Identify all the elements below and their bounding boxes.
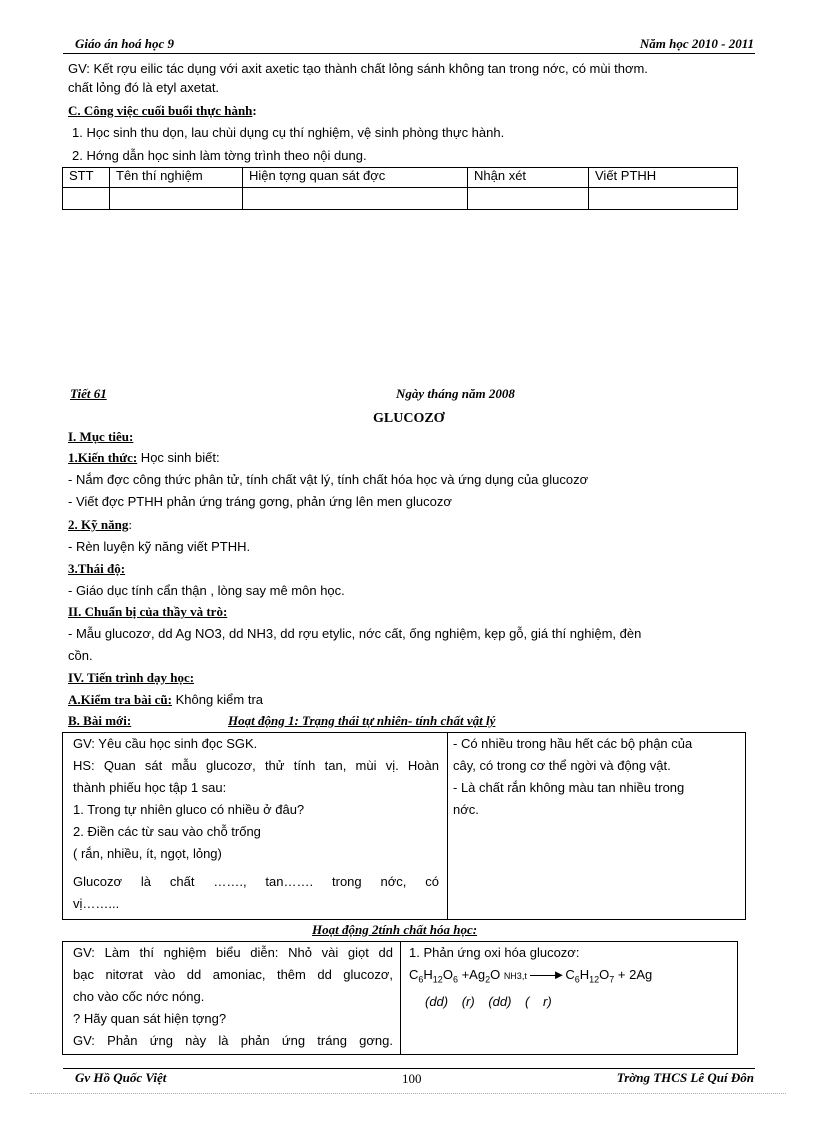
kien-thuc-line (68, 449, 220, 467)
activity1-left-line: Glucozơ là chất ……., tan……. trong nớc, có (73, 874, 439, 889)
table-cell (589, 188, 738, 210)
kien-thuc-label: 1.Kiến thức: (68, 450, 138, 465)
activity2-box (62, 941, 738, 1055)
ky-nang-line: 2. Kỹ năng: (68, 517, 132, 532)
header-right: Năm học 2010 - 2011 (639, 36, 754, 51)
activity1-right-line: - Là chất rắn không màu tan nhiều trong (453, 780, 685, 795)
table-cell (468, 188, 589, 210)
reaction-title: 1. Phản ứng oxi hóa glucozơ: (409, 945, 580, 960)
lesson-date: Ngày tháng năm 2008 (396, 386, 515, 401)
footer-page-number: 100 (402, 1071, 422, 1086)
table-row (63, 188, 738, 210)
activity2-right (409, 942, 731, 1013)
activity2-left-line: cho vào cốc nớc nóng. (73, 989, 205, 1004)
header-rule (63, 53, 755, 54)
thai-do-label: 3.Thái độ: (68, 561, 126, 576)
section-c: C. Công việc cuối buổi thực hành: (68, 103, 257, 118)
kt-item2: - Viết đợc PTHH phản ứng tráng gơng, phản ứng lên men glucozơ (68, 494, 452, 509)
activity2-divider (400, 942, 401, 1054)
gv-line1: GV: Kết rợu eilic tác dụng với axit axetic tạo thành chất lỏng sánh không tan trong nớc, có mùi thơm. (68, 61, 648, 76)
thai-do-text: - Giáo dục tính cẩn thận , lòng say mê môn học. (68, 583, 345, 598)
muc-tieu-heading: I. Mục tiêu: (68, 429, 134, 444)
table-header-row (63, 168, 738, 188)
activity1-divider (447, 733, 448, 919)
c-item2: 2. Hớng dẫn học sinh làm tờng trình theo nội dung. (72, 148, 367, 163)
activity2-left-line: GV: Làm thí nghiệm biểu diễn: Nhỏ vài giọt dd (73, 945, 393, 960)
chuan-bi-line1: - Mẫu glucozơ, dd Ag NO3, dd NH3, dd rợu etylic, nớc cất, ống nghiệm, kẹp gỗ, giá thí nghiệm, đèn (68, 626, 642, 641)
hoat-dong2-heading: Hoạt động 2tính chất hóa học: (312, 922, 478, 937)
tiet-label: Tiết 61 (70, 386, 107, 401)
chuan-bi-heading: II. Chuẩn bị của thầy và trò: (68, 604, 228, 619)
table-cell (63, 188, 110, 210)
activity1-left-line: HS: Quan sát mẫu glucozơ, thử tính tan, mùi vị. Hoàn (73, 758, 439, 773)
activity1-box (62, 732, 746, 920)
table-header-phenomenon: Hiện tợng quan sát đợc (243, 168, 468, 188)
header-left: Giáo án hoá học 9 (75, 36, 174, 51)
tien-trinh-heading: IV. Tiến trình dạy học: (68, 670, 195, 685)
activity1-left-line: ( rắn, nhiều, ít, ngọt, lỏng) (73, 846, 222, 861)
footer-rule (63, 1068, 755, 1069)
ky-nang-text: - Rèn luyện kỹ năng viết PTHH. (68, 539, 251, 554)
kiem-tra-text: Không kiểm tra (171, 692, 264, 707)
activity2-left (73, 942, 393, 1052)
footer-left: Gv Hồ Quốc Việt (75, 1070, 167, 1085)
activity2-left-line: GV: Phản ứng này là phản ứng tráng gơng. (73, 1033, 393, 1048)
ky-nang-label: 2. Kỹ năng (68, 517, 129, 532)
kiem-tra-label: A.Kiểm tra bài cũ: (68, 692, 172, 707)
kiem-tra-line (68, 691, 263, 709)
activity1-right-line: nớc. (453, 802, 479, 817)
activity2-left-line: ? Hãy quan sát hiện tợng? (73, 1011, 227, 1026)
table-header-equation: Viết PTHH (589, 168, 738, 188)
table-cell (243, 188, 468, 210)
activity1-left-line: 1. Trong tự nhiên gluco có nhiều ở đâu? (73, 802, 305, 817)
kien-thuc-text: Học sinh biết: (137, 450, 220, 465)
c-item1: 1. Học sinh thu dọn, lau chùi dụng cụ thí nghiệm, vệ sinh phòng thực hành. (72, 125, 505, 140)
hoat-dong1-heading: Hoạt động 1: Trạng thái tự nhiên- tính chất vật lý (228, 713, 496, 728)
activity1-left-line: GV: Yêu cầu học sinh đọc SGK. (73, 736, 258, 751)
table-header-stt: STT (63, 168, 110, 188)
activity1-right-line: cây, có trong cơ thể ngời và động vật. (453, 758, 671, 773)
reaction-arrow (530, 975, 560, 976)
table-header-experiment: Tên thí nghiệm (110, 168, 243, 188)
activity1-right (453, 733, 741, 821)
footer-right: Trờng THCS Lê Quí Đôn (616, 1070, 754, 1085)
activity1-left (73, 733, 439, 915)
activity1-right-line: - Có nhiều trong hầu hết các bộ phận của (453, 736, 693, 751)
page-edge-dots (30, 1093, 786, 1094)
lesson-title: GLUCOZƠ (373, 411, 445, 426)
reaction-equation: $C_6H_{12}O_6 +Ag_2O$ NH3,t $►C_6H_{12}O_7 + 2Ag$ (409, 967, 653, 985)
gv-line2: chất lỏng đó là etyl axetat. (68, 80, 220, 95)
table-header-remark: Nhận xét (468, 168, 589, 188)
chuan-bi-line2: cồn. (68, 648, 93, 663)
activity1-left-line: vị……... (73, 896, 120, 911)
table-cell (110, 188, 243, 210)
section-c-label: C. Công việc cuối buổi thực hành (68, 103, 253, 118)
activity1-left-line: 2. Điền các từ sau vào chỗ trống (73, 824, 261, 839)
reaction-states: (dd) (r) (dd) ( r) (425, 993, 552, 1009)
lab-report-table (62, 167, 738, 210)
kt-item1: - Nắm đợc công thức phân tử, tính chất vật lý, tính chất hóa học và ứng dụng của glucozơ (68, 472, 589, 487)
activity1-left-line: thành phiếu học tập 1 sau: (73, 780, 227, 795)
bai-moi-heading: B. Bài mới: (68, 713, 132, 728)
activity2-left-line: bạc nitơrat vào dd amoniac, thêm dd glucozơ, (73, 967, 393, 982)
